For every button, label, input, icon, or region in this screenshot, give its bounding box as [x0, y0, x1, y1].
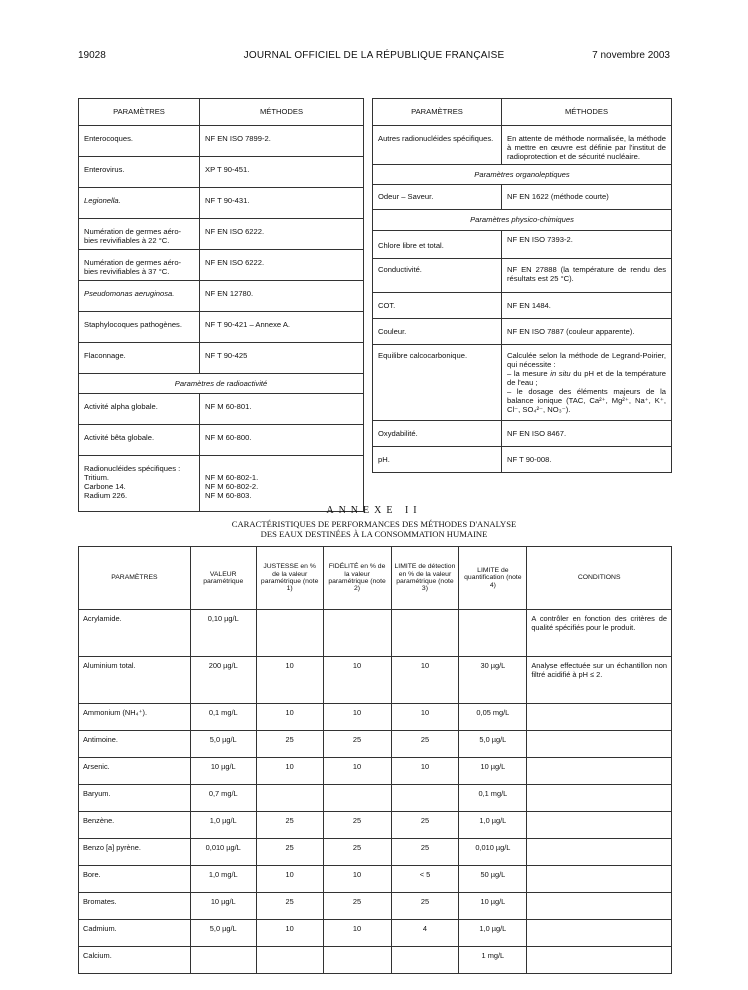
param-cell: Bore. — [79, 866, 191, 893]
radionuclide-item: Radium 226. — [84, 491, 128, 501]
detection-cell — [391, 785, 459, 812]
valeur-cell — [190, 947, 256, 974]
performance-table — [78, 546, 672, 974]
param-cell: Activité bêta globale. — [79, 425, 200, 456]
fidelite-cell — [323, 610, 391, 657]
table-row — [373, 318, 672, 344]
quantification-cell — [459, 610, 527, 657]
table-row — [79, 343, 364, 374]
fidelite-cell: 25 — [323, 893, 391, 920]
conditions-cell: Analyse effectuée sur un échantillon non filtré acidifié à pH ≤ 2. — [527, 657, 672, 704]
fidelite-cell: 10 — [323, 866, 391, 893]
column-header-methodes: MÉTHODES — [502, 99, 672, 126]
param-cell: Ammonium (NH₄⁺). — [79, 704, 191, 731]
justesse-cell: 25 — [256, 839, 323, 866]
quantification-cell: 0,1 mg/L — [459, 785, 527, 812]
equilibre-method-item: – la mesure in situ du pH et de la température de l'eau ; — [507, 368, 666, 387]
param-cell: Benzo [a] pyrène. — [79, 839, 191, 866]
fidelite-cell: 25 — [323, 839, 391, 866]
column-header-parametres: PARAMÈTRES — [79, 547, 191, 610]
detection-cell: 25 — [391, 893, 459, 920]
equilibre-method-item: – le dosage des éléments majeurs de la balance ionique (TAC, Ca²⁺, Mg²⁺, Na⁺, K⁺, Cl⁻, SO₄²⁻, NO₃⁻). — [507, 386, 666, 415]
justesse-cell — [256, 785, 323, 812]
method-cell — [200, 456, 364, 511]
method-cell: NF EN ISO 8467. — [502, 421, 672, 447]
param-cell: Cadmium. — [79, 920, 191, 947]
page-number: 19028 — [78, 50, 106, 61]
method-cell: NF T 90-431. — [200, 188, 364, 219]
quantification-cell: 1,0 µg/L — [459, 812, 527, 839]
conditions-cell: A contrôler en fonction des critères de qualité spécifiés pour le produit. — [527, 610, 672, 657]
method-cell: NF EN ISO 6222. — [200, 219, 364, 250]
param-cell: Activité alpha globale. — [79, 394, 200, 425]
column-header-justesse: JUSTESSE en % de la valeur paramétrique (note 1) — [256, 547, 323, 610]
table-row — [79, 893, 672, 920]
column-header-parametres: PARAMÈTRES — [79, 99, 200, 126]
valeur-cell: 5,0 µg/L — [190, 731, 256, 758]
conditions-cell — [527, 839, 672, 866]
param-cell — [79, 456, 200, 511]
valeur-cell: 5,0 µg/L — [190, 920, 256, 947]
justesse-cell — [256, 610, 323, 657]
param-cell: Antimoine. — [79, 731, 191, 758]
conditions-cell — [527, 731, 672, 758]
table-row — [79, 947, 672, 974]
table-row — [79, 812, 672, 839]
justesse-cell: 25 — [256, 893, 323, 920]
table-row — [79, 704, 672, 731]
conditions-cell — [527, 785, 672, 812]
section-heading-organoleptiques: Paramètres organoleptiques — [373, 165, 672, 185]
valeur-cell: 10 µg/L — [190, 893, 256, 920]
table-row — [373, 344, 672, 421]
radionuclide-method: NF M 60-802-2. — [205, 482, 259, 492]
quantification-cell: 5,0 µg/L — [459, 731, 527, 758]
valeur-cell: 0,7 mg/L — [190, 785, 256, 812]
param-cell: pH. — [373, 447, 502, 473]
param-cell: Autres radionucléides spécifiques. — [373, 126, 502, 165]
conditions-cell — [527, 812, 672, 839]
param-cell: Bromates. — [79, 893, 191, 920]
conditions-cell — [527, 893, 672, 920]
column-header-methodes: MÉTHODES — [200, 99, 364, 126]
param-cell: Enterocoques. — [79, 126, 200, 157]
param-cell: Pseudomonas aeruginosa. — [79, 281, 200, 312]
column-header-limite-quantification: LIMITE de quantification (note 4) — [459, 547, 527, 610]
detection-cell: 25 — [391, 839, 459, 866]
table-row — [79, 250, 364, 281]
quantification-cell: 1 mg/L — [459, 947, 527, 974]
table-row — [79, 866, 672, 893]
method-cell: NF EN ISO 6222. — [200, 250, 364, 281]
valeur-cell: 0,010 µg/L — [190, 839, 256, 866]
fidelite-cell — [323, 785, 391, 812]
fidelite-cell: 10 — [323, 657, 391, 704]
justesse-cell: 25 — [256, 812, 323, 839]
param-cell: Equilibre calcocarbonique. — [373, 344, 502, 421]
conditions-cell — [527, 920, 672, 947]
valeur-cell: 1,0 µg/L — [190, 812, 256, 839]
quantification-cell: 1,0 µg/L — [459, 920, 527, 947]
table-row — [373, 230, 672, 258]
table-row — [373, 258, 672, 292]
valeur-cell: 0,1 mg/L — [190, 704, 256, 731]
fidelite-cell: 10 — [323, 704, 391, 731]
table-row — [373, 421, 672, 447]
publication-date: 7 novembre 2003 — [592, 50, 670, 61]
justesse-cell — [256, 947, 323, 974]
radionuclide-item: Carbone 14. — [84, 482, 126, 492]
param-cell: Enterovirus. — [79, 157, 200, 188]
table-row — [373, 126, 672, 165]
param-cell: Odeur – Saveur. — [373, 185, 502, 210]
param-cell: Arsenic. — [79, 758, 191, 785]
table-header-row — [79, 547, 672, 610]
detection-cell: 25 — [391, 731, 459, 758]
section-heading-physico-chimiques: Paramètres physico-chimiques — [373, 210, 672, 230]
table-row — [79, 456, 364, 511]
method-cell: NF T 90-425 — [200, 343, 364, 374]
method-cell: NF EN 27888 (la température de rendu des résultats est 25 °C). — [502, 258, 672, 292]
method-cell: En attente de méthode normalisée, la méthode à mettre en œuvre est définie par l'institut de radioprotection et de sécurité nucléaire. — [502, 126, 672, 165]
method-cell: NF EN 1484. — [502, 292, 672, 318]
valeur-cell: 1,0 mg/L — [190, 866, 256, 893]
method-cell: NF T 90-008. — [502, 447, 672, 473]
param-cell: Acrylamide. — [79, 610, 191, 657]
param-cell: Baryum. — [79, 785, 191, 812]
fidelite-cell: 25 — [323, 812, 391, 839]
detection-cell: 10 — [391, 758, 459, 785]
table-row — [79, 920, 672, 947]
quantification-cell: 10 µg/L — [459, 893, 527, 920]
param-cell: Calcium. — [79, 947, 191, 974]
param-cell: Staphylocoques pathogènes. — [79, 312, 200, 343]
param-cell: Chlore libre et total. — [373, 230, 502, 258]
justesse-cell: 10 — [256, 758, 323, 785]
param-cell: Numération de germes aéro-bies revivifiables à 37 °C. — [79, 250, 200, 281]
param-cell: Legionella. — [79, 188, 200, 219]
param-cell: Benzène. — [79, 812, 191, 839]
detection-cell: 10 — [391, 704, 459, 731]
detection-cell: 4 — [391, 920, 459, 947]
column-header-valeur: VALEUR paramétrique — [190, 547, 256, 610]
annex-title: ANNEXE II — [326, 505, 422, 516]
table-row — [79, 731, 672, 758]
table-row — [79, 126, 364, 157]
method-cell: NF EN 1622 (méthode courte) — [502, 185, 672, 210]
column-header-conditions: CONDITIONS — [527, 547, 672, 610]
quantification-cell: 0,010 µg/L — [459, 839, 527, 866]
method-cell: NF T 90-421 – Annexe A. — [200, 312, 364, 343]
justesse-cell: 10 — [256, 704, 323, 731]
table-row — [79, 425, 364, 456]
method-cell: NF EN ISO 7887 (couleur apparente). — [502, 318, 672, 344]
detection-cell — [391, 610, 459, 657]
method-cell: XP T 90-451. — [200, 157, 364, 188]
param-cell: Oxydabilité. — [373, 421, 502, 447]
column-header-fidelite: FIDÉLITÉ en % de la valeur paramétrique (note 2) — [323, 547, 391, 610]
table-row — [79, 281, 364, 312]
quantification-cell: 10 µg/L — [459, 758, 527, 785]
column-header-limite-detection: LIMITE de détection en % de la valeur paramétrique (note 3) — [391, 547, 459, 610]
method-cell: NF EN 12780. — [200, 281, 364, 312]
fidelite-cell — [323, 947, 391, 974]
justesse-cell: 10 — [256, 920, 323, 947]
journal-title: JOURNAL OFFICIEL DE LA RÉPUBLIQUE FRANÇAISE — [243, 50, 505, 61]
table-row — [79, 219, 364, 250]
param-cell: Couleur. — [373, 318, 502, 344]
table-row — [373, 447, 672, 473]
radionuclide-method: NF M 60-802-1. — [205, 473, 259, 483]
conditions-cell — [527, 866, 672, 893]
conditions-cell — [527, 947, 672, 974]
detection-cell — [391, 947, 459, 974]
quantification-cell: 0,05 mg/L — [459, 704, 527, 731]
radionuclides-heading: Radionucléides spécifiques : — [84, 464, 181, 474]
table-row — [79, 188, 364, 219]
section-heading-radioactivite: Paramètres de radioactivité — [79, 374, 364, 394]
conditions-cell — [527, 704, 672, 731]
detection-cell: < 5 — [391, 866, 459, 893]
table-row — [79, 657, 672, 704]
valeur-cell: 10 µg/L — [190, 758, 256, 785]
param-cell: Aluminium total. — [79, 657, 191, 704]
fidelite-cell: 10 — [323, 758, 391, 785]
table-row — [373, 185, 672, 210]
equilibre-method-intro: Calculée selon la méthode de Legrand-Poirier, qui nécessite : — [507, 350, 666, 369]
column-header-parametres: PARAMÈTRES — [373, 99, 502, 126]
fidelite-cell: 10 — [323, 920, 391, 947]
justesse-cell: 25 — [256, 731, 323, 758]
quantification-cell: 30 µg/L — [459, 657, 527, 704]
table-row — [79, 157, 364, 188]
method-cell: NF M 60-801. — [200, 394, 364, 425]
table-row — [79, 394, 364, 425]
method-cell: NF EN ISO 7393-2. — [502, 230, 672, 258]
method-cell: NF M 60-800. — [200, 425, 364, 456]
method-cell — [502, 344, 672, 421]
table-row — [79, 312, 364, 343]
table-row — [79, 610, 672, 657]
fidelite-cell: 25 — [323, 731, 391, 758]
justesse-cell: 10 — [256, 657, 323, 704]
param-cell: Conductivité. — [373, 258, 502, 292]
annex-subtitle: CARACTÉRISTIQUES DE PERFORMANCES DES MÉTHODES D'ANALYSE DES EAUX DESTINÉES À LA CONSOMMATION HUMAINE — [231, 519, 517, 539]
methods-table-right — [372, 98, 672, 473]
detection-cell: 10 — [391, 657, 459, 704]
methods-table-left — [78, 98, 364, 512]
table-row — [79, 758, 672, 785]
table-row — [79, 785, 672, 812]
valeur-cell: 0,10 µg/L — [190, 610, 256, 657]
conditions-cell — [527, 758, 672, 785]
table-row — [373, 292, 672, 318]
param-cell: COT. — [373, 292, 502, 318]
method-cell: NF EN ISO 7899-2. — [200, 126, 364, 157]
radionuclide-item: Tritium. — [84, 473, 110, 483]
quantification-cell: 50 µg/L — [459, 866, 527, 893]
justesse-cell: 10 — [256, 866, 323, 893]
table-row — [79, 839, 672, 866]
radionuclide-method: NF M 60-803. — [205, 491, 252, 501]
detection-cell: 25 — [391, 812, 459, 839]
valeur-cell: 200 µg/L — [190, 657, 256, 704]
param-cell: Flaconnage. — [79, 343, 200, 374]
param-cell: Numération de germes aéro-bies revivifiables à 22 °C. — [79, 219, 200, 250]
